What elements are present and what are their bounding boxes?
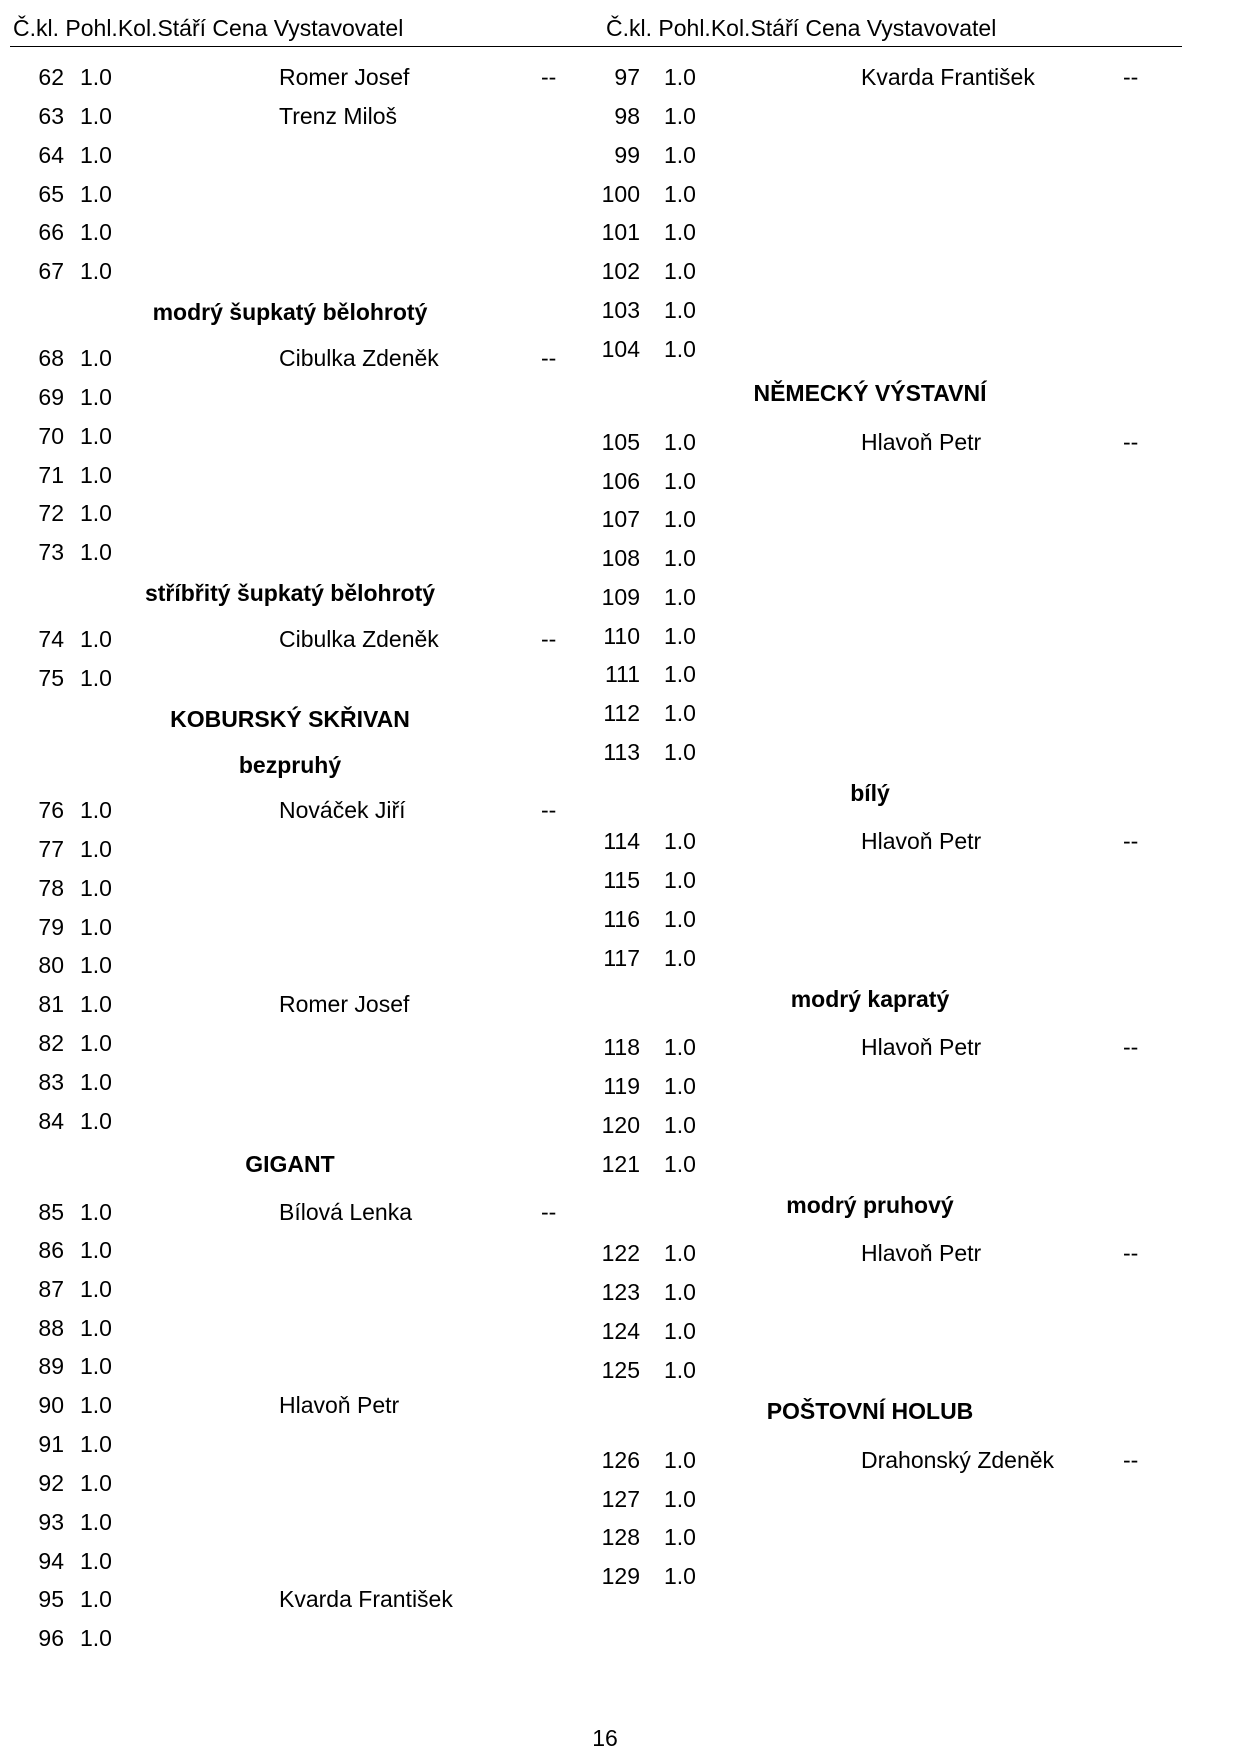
entry-row: [0, 1237, 560, 1263]
separator-dash: --: [1123, 828, 1139, 854]
class-number: 107: [601, 506, 640, 532]
class-number: 64: [38, 142, 64, 168]
class-number: 83: [38, 1069, 64, 1095]
class-number: 82: [38, 1030, 64, 1056]
sex-value: 1.0: [80, 1030, 112, 1056]
class-number: 113: [603, 739, 640, 765]
separator-dash: --: [541, 64, 557, 90]
class-number: 91: [38, 1431, 64, 1457]
class-number: 92: [38, 1470, 64, 1496]
class-number: 87: [38, 1276, 64, 1302]
sex-value: 1.0: [664, 700, 696, 726]
sex-value: 1.0: [80, 1392, 112, 1418]
class-number: 121: [601, 1151, 640, 1177]
sex-value: 1.0: [664, 945, 696, 971]
entry-row: [0, 258, 560, 284]
entry-row: [586, 258, 1146, 284]
entry-row: [0, 1392, 560, 1418]
class-number: 78: [38, 875, 64, 901]
sex-value: 1.0: [80, 1069, 112, 1095]
class-number: 75: [38, 665, 64, 691]
class-number: 103: [601, 297, 640, 323]
entry-row: [0, 952, 560, 978]
entry-row: [0, 500, 560, 526]
entry-row: [0, 836, 560, 862]
sex-value: 1.0: [664, 506, 696, 532]
class-number: 65: [38, 181, 64, 207]
separator-dash: --: [541, 626, 557, 652]
column-header-right: Č.kl. Pohl.Kol.Stáří Cena Vystavovatel: [606, 15, 997, 41]
section-heading: modrý šupkatý bělohrotý: [152, 299, 428, 325]
sex-value: 1.0: [80, 991, 112, 1017]
class-number: 90: [38, 1392, 64, 1418]
class-number: 110: [603, 623, 640, 649]
entry-row: [0, 64, 560, 90]
class-number: 74: [38, 626, 64, 652]
sex-value: 1.0: [80, 952, 112, 978]
sex-value: 1.0: [664, 739, 696, 765]
entry-row: [586, 945, 1146, 971]
sex-value: 1.0: [664, 584, 696, 610]
class-number: 116: [603, 906, 640, 932]
sex-value: 1.0: [664, 1563, 696, 1589]
sex-value: 1.0: [80, 462, 112, 488]
sex-value: 1.0: [80, 1276, 112, 1302]
entry-row: [0, 462, 560, 488]
class-number: 85: [38, 1199, 64, 1225]
entry-row: [0, 1315, 560, 1341]
sex-value: 1.0: [80, 1625, 112, 1651]
entry-row: [0, 103, 560, 129]
sex-value: 1.0: [664, 181, 696, 207]
class-number: 96: [38, 1625, 64, 1651]
sex-value: 1.0: [80, 1509, 112, 1535]
class-number: 89: [38, 1353, 64, 1379]
sex-value: 1.0: [80, 1108, 112, 1134]
sex-value: 1.0: [80, 142, 112, 168]
sex-value: 1.0: [664, 219, 696, 245]
sex-value: 1.0: [80, 1237, 112, 1263]
sex-value: 1.0: [80, 345, 112, 371]
entry-row: [586, 1524, 1146, 1550]
class-number: 101: [601, 219, 640, 245]
exhibitor-name: Hlavoň Petr: [861, 429, 982, 455]
entry-row: [0, 181, 560, 207]
entry-row: [586, 142, 1146, 168]
class-number: 79: [38, 914, 64, 940]
section-heading: stříbřitý šupkatý bělohrotý: [144, 580, 436, 606]
sex-value: 1.0: [664, 1447, 696, 1473]
column-header-left: Č.kl. Pohl.Kol.Stáří Cena Vystavovatel: [13, 15, 404, 41]
exhibitor-name: Bílová Lenka: [279, 1199, 412, 1225]
class-number: 125: [601, 1357, 640, 1383]
sex-value: 1.0: [664, 1073, 696, 1099]
class-number: 94: [38, 1548, 64, 1574]
separator-dash: --: [1123, 64, 1139, 90]
entry-row: [0, 665, 560, 691]
entry-row: [0, 384, 560, 410]
entry-row: [586, 661, 1146, 687]
separator-dash: --: [1123, 429, 1139, 455]
entry-row: [0, 1509, 560, 1535]
class-number: 88: [38, 1315, 64, 1341]
sex-value: 1.0: [664, 429, 696, 455]
exhibitor-name: Drahonský Zdeněk: [861, 1447, 1055, 1473]
class-number: 77: [38, 836, 64, 862]
sex-value: 1.0: [80, 665, 112, 691]
sex-value: 1.0: [664, 545, 696, 571]
exhibitor-name: Kvarda František: [861, 64, 1035, 90]
sex-value: 1.0: [664, 468, 696, 494]
sex-value: 1.0: [664, 1240, 696, 1266]
section-heading: NĚMECKÝ VÝSTAVNÍ: [753, 380, 987, 406]
class-number: 93: [38, 1509, 64, 1535]
class-number: 117: [603, 945, 640, 971]
class-number: 129: [601, 1563, 640, 1589]
sex-value: 1.0: [80, 219, 112, 245]
entry-row: [0, 626, 560, 652]
entry-row: [586, 64, 1146, 90]
entry-row: [586, 219, 1146, 245]
sex-value: 1.0: [80, 539, 112, 565]
entry-row: [586, 1318, 1146, 1344]
entry-row: [0, 1069, 560, 1095]
entry-row: [0, 797, 560, 823]
entry-row: [586, 584, 1146, 610]
class-number: 127: [601, 1486, 640, 1512]
class-number: 105: [601, 429, 640, 455]
entry-row: [0, 1108, 560, 1134]
class-number: 71: [38, 462, 64, 488]
entry-row: [586, 506, 1146, 532]
sex-value: 1.0: [664, 1318, 696, 1344]
class-number: 108: [601, 545, 640, 571]
class-number: 122: [601, 1240, 640, 1266]
section-heading: modrý pruhový: [786, 1192, 954, 1218]
class-number: 66: [38, 219, 64, 245]
class-number: 81: [38, 991, 64, 1017]
entry-row: [0, 1199, 560, 1225]
page-number: 16: [592, 1725, 618, 1751]
separator-dash: --: [541, 1199, 557, 1225]
class-number: 67: [38, 258, 64, 284]
sex-value: 1.0: [664, 1279, 696, 1305]
entry-row: [0, 1586, 560, 1612]
class-number: 63: [38, 103, 64, 129]
entry-row: [0, 345, 560, 371]
sex-value: 1.0: [664, 1034, 696, 1060]
class-number: 99: [614, 142, 640, 168]
class-number: 80: [38, 952, 64, 978]
sex-value: 1.0: [80, 1431, 112, 1457]
sex-value: 1.0: [664, 64, 696, 90]
exhibitor-name: Kvarda František: [279, 1586, 453, 1612]
class-number: 100: [601, 181, 640, 207]
exhibitor-name: Cibulka Zdeněk: [279, 345, 439, 371]
sex-value: 1.0: [80, 797, 112, 823]
sex-value: 1.0: [664, 142, 696, 168]
entry-row: [0, 1548, 560, 1574]
sex-value: 1.0: [664, 103, 696, 129]
sex-value: 1.0: [80, 836, 112, 862]
sex-value: 1.0: [664, 297, 696, 323]
class-number: 72: [38, 500, 64, 526]
separator-dash: --: [541, 345, 557, 371]
class-number: 109: [601, 584, 640, 610]
entry-row: [586, 336, 1146, 362]
section-heading: modrý kapratý: [790, 986, 950, 1012]
left-column: [0, 0, 560, 1755]
entry-row: [0, 1353, 560, 1379]
entry-row: [586, 468, 1146, 494]
entry-row: [0, 423, 560, 449]
class-number: 76: [38, 797, 64, 823]
exhibitor-name: Hlavoň Petr: [861, 828, 982, 854]
sex-value: 1.0: [80, 1353, 112, 1379]
sex-value: 1.0: [664, 1486, 696, 1512]
sex-value: 1.0: [80, 423, 112, 449]
class-number: 114: [603, 828, 640, 854]
entry-row: [0, 1276, 560, 1302]
section-heading: KOBURSKÝ SKŘIVAN: [170, 706, 410, 732]
sex-value: 1.0: [664, 336, 696, 362]
sex-value: 1.0: [80, 1586, 112, 1612]
class-number: 73: [38, 539, 64, 565]
exhibitor-name: Hlavoň Petr: [279, 1392, 400, 1418]
sex-value: 1.0: [664, 258, 696, 284]
exhibitor-name: Nováček Jiří: [279, 797, 406, 823]
sex-value: 1.0: [80, 64, 112, 90]
sex-value: 1.0: [664, 1357, 696, 1383]
sex-value: 1.0: [80, 384, 112, 410]
entry-row: [586, 297, 1146, 323]
exhibitor-name: Romer Josef: [279, 991, 410, 1017]
class-number: 111: [605, 661, 640, 687]
entry-row: [586, 867, 1146, 893]
sex-value: 1.0: [664, 1524, 696, 1550]
entry-row: [586, 906, 1146, 932]
entry-row: [0, 914, 560, 940]
sex-value: 1.0: [80, 1315, 112, 1341]
entry-row: [586, 1357, 1146, 1383]
entry-row: [586, 1486, 1146, 1512]
class-number: 112: [603, 700, 640, 726]
sex-value: 1.0: [664, 623, 696, 649]
entry-row: [0, 1431, 560, 1457]
entry-row: [586, 1240, 1146, 1266]
class-number: 68: [38, 345, 64, 371]
class-number: 104: [601, 336, 640, 362]
entry-row: [586, 1447, 1146, 1473]
class-number: 123: [601, 1279, 640, 1305]
entry-row: [586, 739, 1146, 765]
sex-value: 1.0: [664, 1151, 696, 1177]
sex-value: 1.0: [80, 1199, 112, 1225]
class-number: 106: [601, 468, 640, 494]
entry-row: [0, 991, 560, 1017]
entry-row: [586, 545, 1146, 571]
class-number: 128: [601, 1524, 640, 1550]
entry-row: [586, 1279, 1146, 1305]
entry-row: [586, 1034, 1146, 1060]
entry-row: [586, 1073, 1146, 1099]
class-number: 115: [603, 867, 640, 893]
sex-value: 1.0: [664, 906, 696, 932]
sex-value: 1.0: [80, 1470, 112, 1496]
sex-value: 1.0: [664, 867, 696, 893]
separator-dash: --: [541, 797, 557, 823]
section-heading: GIGANT: [245, 1151, 335, 1177]
entry-row: [586, 828, 1146, 854]
class-number: 69: [38, 384, 64, 410]
separator-dash: --: [1123, 1447, 1139, 1473]
entry-row: [586, 623, 1146, 649]
sex-value: 1.0: [664, 661, 696, 687]
exhibitor-name: Cibulka Zdeněk: [279, 626, 439, 652]
entry-row: [0, 142, 560, 168]
class-number: 118: [603, 1034, 640, 1060]
exhibitor-name: Hlavoň Petr: [861, 1240, 982, 1266]
class-number: 62: [38, 64, 64, 90]
class-number: 120: [601, 1112, 640, 1138]
entry-row: [586, 1151, 1146, 1177]
sex-value: 1.0: [664, 828, 696, 854]
class-number: 102: [601, 258, 640, 284]
class-number: 98: [614, 103, 640, 129]
exhibitor-name: Romer Josef: [279, 64, 410, 90]
entry-row: [0, 539, 560, 565]
separator-dash: --: [1123, 1034, 1139, 1060]
section-heading: bezpruhý: [238, 752, 342, 778]
entry-row: [586, 429, 1146, 455]
entry-row: [0, 1625, 560, 1651]
exhibitor-name: Hlavoň Petr: [861, 1034, 982, 1060]
entry-row: [586, 1563, 1146, 1589]
entry-row: [586, 181, 1146, 207]
entry-row: [586, 103, 1146, 129]
class-number: 86: [38, 1237, 64, 1263]
exhibitor-name: Trenz Miloš: [279, 103, 397, 129]
sex-value: 1.0: [80, 875, 112, 901]
entry-row: [0, 1030, 560, 1056]
sex-value: 1.0: [80, 181, 112, 207]
sex-value: 1.0: [80, 626, 112, 652]
class-number: 97: [614, 64, 640, 90]
right-column: [586, 0, 1146, 1755]
entry-row: [0, 1470, 560, 1496]
class-number: 119: [603, 1073, 640, 1099]
class-number: 95: [38, 1586, 64, 1612]
section-heading: bílý: [850, 780, 890, 806]
sex-value: 1.0: [80, 914, 112, 940]
entry-row: [586, 700, 1146, 726]
class-number: 124: [601, 1318, 640, 1344]
class-number: 84: [38, 1108, 64, 1134]
class-number: 126: [601, 1447, 640, 1473]
sex-value: 1.0: [80, 1548, 112, 1574]
sex-value: 1.0: [80, 103, 112, 129]
section-heading: POŠTOVNÍ HOLUB: [766, 1398, 974, 1424]
separator-dash: --: [1123, 1240, 1139, 1266]
sex-value: 1.0: [664, 1112, 696, 1138]
class-number: 70: [38, 423, 64, 449]
sex-value: 1.0: [80, 258, 112, 284]
entry-row: [0, 219, 560, 245]
entry-row: [0, 875, 560, 901]
entry-row: [586, 1112, 1146, 1138]
sex-value: 1.0: [80, 500, 112, 526]
